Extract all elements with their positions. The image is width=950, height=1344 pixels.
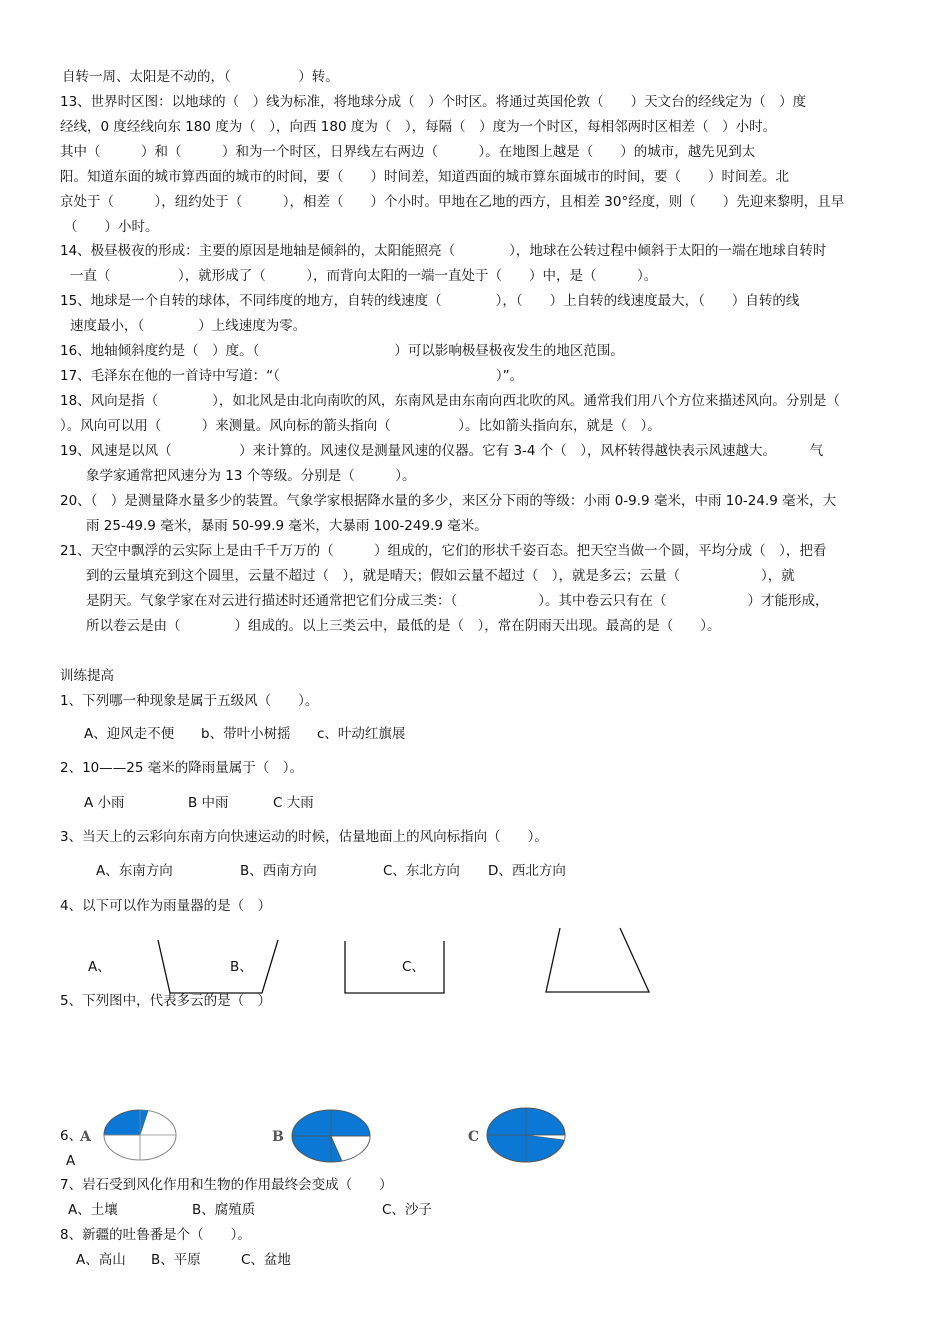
text-line: 雨 25-49.9 毫米，暴雨 50-99.9 毫米，大暴雨 100-249.9 毫米。 xyxy=(86,518,488,534)
text-line: 21、天空中飘浮的云实际上是由千千万万的（ ）组成的，它们的形状千姿百态。把天空当做一个圆，平均分成（ ），把看 xyxy=(60,543,827,559)
section-title: 训练提高 xyxy=(60,668,114,684)
cloud-cover-pie-b xyxy=(290,1108,372,1164)
option-a: A、 xyxy=(88,959,111,975)
pie-label-a: A xyxy=(80,1129,91,1145)
option-d: D、西北方向 xyxy=(488,863,566,879)
option-c: C、 xyxy=(402,959,425,975)
option-b: b、带叶小树摇 xyxy=(201,726,291,742)
option-b: B 中雨 xyxy=(188,795,229,811)
text-line: 象学家通常把风速分为 13 个等级。分别是（ ）。 xyxy=(86,468,416,484)
question-7: 7、岩石受到风化作用和生物的作用最终会变成（ ） xyxy=(60,1177,393,1193)
cloud-cover-pie-c xyxy=(485,1106,567,1164)
text-line: 一直（ ），就形成了（ ），而背向太阳的一端一直处于（ ）中，是（ ）。 xyxy=(70,268,658,284)
text-line: 20、（ ）是测量降水量多少的装置。气象学家根据降水量的多少，来区分下雨的等级：小雨 0-9.9 毫米，中雨 10-24.9 毫米，大 xyxy=(60,493,837,509)
option-b: B、西南方向 xyxy=(240,863,317,879)
option-a: A、迎风走不便 xyxy=(84,726,175,742)
question-5: 5、下列图中，代表多云的是（ ） xyxy=(60,993,272,1009)
pie-label-b: B xyxy=(272,1129,284,1145)
option-c: C、盆地 xyxy=(241,1252,291,1268)
cloud-cover-pie-a xyxy=(102,1108,178,1162)
text-line: 到的云量填充到这个圆里，云量不超过（ ），就是晴天；假如云量不超过（ ），就是多云；云量（ ），就 xyxy=(86,568,795,584)
text-line: 经线，0 度经线向东 180 度为（ ），向西 180 度为（ ），每隔（ ）度为一个时区，每相邻两时区相差（ ）小时。 xyxy=(60,119,777,135)
text-line: 是阴天。气象学家在对云进行描述时还通常把它们分成三类：（ ）。其中卷云只有在（ ）才能形成， xyxy=(86,593,829,609)
question-8: 8、新疆的吐鲁番是个（ ）。 xyxy=(60,1227,251,1243)
option-a: A、东南方向 xyxy=(96,863,173,879)
question-4: 4、以下可以作为雨量器的是（ ） xyxy=(60,898,272,914)
text-line: 15、地球是一个自转的球体，不同纬度的地方，自转的线速度（ ），（ ）上自转的线速度最大，（ ）自转的线 xyxy=(60,293,800,309)
question-2: 2、10——25 毫米的降雨量属于（ ）。 xyxy=(60,760,303,776)
container-trapezoid-narrow-bottom xyxy=(150,935,290,995)
option-c: C、沙子 xyxy=(382,1202,432,1218)
text-line: 阳。知道东面的城市算西面的城市的时间，要（ ）时间差，知道西面的城市算东面城市的时间，要（ ）时间差。北 xyxy=(60,169,789,185)
question-6: 6、 xyxy=(60,1128,83,1144)
text-line: 自转一周、太阳是不动的，（ ）转。 xyxy=(62,69,339,85)
question-1: 1、下列哪一种现象是属于五级风（ ）。 xyxy=(60,693,319,709)
text-line: 18、风向是指（ ），如北风是由北向南吹的风，东南风是由东南向西北吹的风。通常我们用八个方位来描述风向。分别是（ xyxy=(60,393,840,409)
text-line: 其中（ ）和（ ）和为一个时区，日界线左右两边（ ）。在地图上越是（ ）的城市，越先见到太 xyxy=(60,144,756,160)
option-b: B、 xyxy=(230,959,253,975)
text-line: 17、毛泽东在他的一首诗中写道：“（ ）”。 xyxy=(60,368,524,384)
option-a: A、土壤 xyxy=(68,1202,118,1218)
container-straight-cylinder xyxy=(340,938,450,998)
text-line: 19、风速是以风（ ）来计算的。风速仪是测量风速的仪器。它有 3-4 个（ ），风杯转得越快表示风速越大。 气 xyxy=(60,443,824,459)
pie-label-c: C xyxy=(468,1129,480,1145)
option-b: B、平原 xyxy=(151,1252,201,1268)
text-line: 14、极昼极夜的形成：主要的原因是地轴是倾斜的，太阳能照亮（ ），地球在公转过程中倾斜于太阳的一端在地球自转时 xyxy=(60,243,827,259)
text-line: 13、世界时区图：以地球的（ ）线为标准，将地球分成（ ）个时区。将通过英国伦敦（ ）天文台的经线定为（ ）度 xyxy=(60,94,807,110)
option-c: c、叶动红旗展 xyxy=(317,726,406,742)
question-3: 3、当天上的云彩向东南方向快速运动的时候，估量地面上的风向标指向（ ）。 xyxy=(60,829,548,845)
option-b: B、腐殖质 xyxy=(192,1202,256,1218)
option-c: C、东北方向 xyxy=(383,863,460,879)
container-trapezoid-wide-bottom xyxy=(540,925,655,997)
text-line: ）。风向可以用（ ）来测量。风向标的箭头指向（ ）。比如箭头指向东，就是（ ）。 xyxy=(60,418,661,434)
text-line: 16、地轴倾斜度约是（ ）度。（ ）可以影响极昼极夜发生的地区范围。 xyxy=(60,343,624,359)
text-line: （ ）小时。 xyxy=(64,219,159,235)
text-line: 所以卷云是由（ ）组成的。以上三类云中，最低的是（ ），常在阴雨天出现。最高的是（ ）。 xyxy=(86,618,721,634)
option-a: A、高山 xyxy=(76,1252,126,1268)
option-a: A 小雨 xyxy=(84,795,125,811)
option-c: C 大雨 xyxy=(273,795,314,811)
text-line: 速度最小，（ ）上线速度为零。 xyxy=(70,318,307,334)
answer-stub: A xyxy=(66,1153,76,1169)
text-line: 京处于（ ），纽约处于（ ），相差（ ）个小时。甲地在乙地的西方，且相差 30°经度，则（ ）先迎来黎明，且早 xyxy=(60,194,845,210)
